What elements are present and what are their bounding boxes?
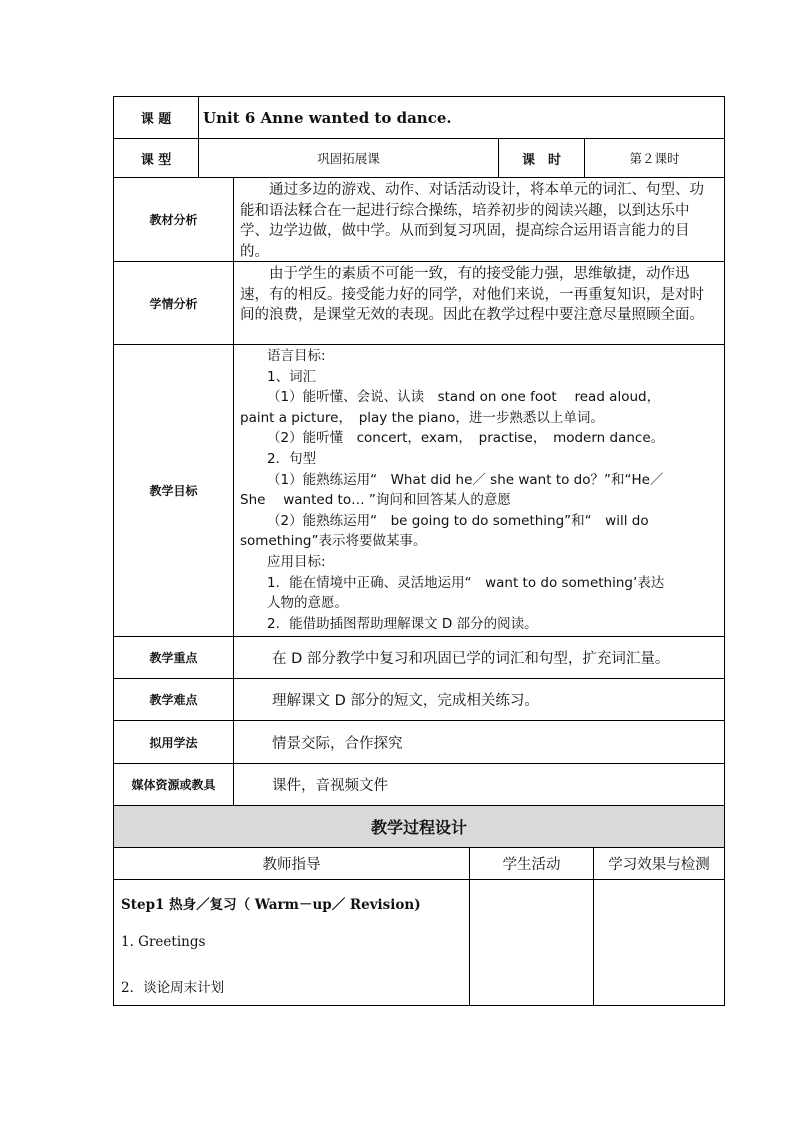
media-label: 媒体资源或教具 (131, 778, 216, 792)
goals-line: 应用目标: (267, 553, 326, 570)
material-paragraph: 通过多边的游戏、动作、对话活动设计，将本单元的词汇、句型、功能和语法糅合在一起进行综合操练，培养初步的阅读兴趣，以到达乐中学、边学边做，做中学。从而到复习巩固，提高综合运用语言能力的目的。 (240, 182, 704, 260)
goals-line: something”表示将要做某事。 (240, 533, 427, 550)
goals-line: 2．句型 (267, 450, 317, 467)
goals-line: 2．能借助插图帮助理解课文 D 部分的阅读。 (267, 615, 538, 632)
methods-text: 情景交际，合作探究 (272, 735, 403, 752)
topic-label: 课 题 (140, 112, 172, 127)
period-label: 课 时 (521, 152, 561, 168)
goals-line: 人物的意愿。 (267, 595, 348, 612)
material-label: 教材分析 (149, 213, 198, 227)
step-item: 1. Greetings (121, 934, 206, 950)
students-paragraph: 由于学生的素质不可能一致，有的接受能力强，思维敏捷，动作迅速，有的相反。接受能力好的同学，对他们来说，一再重复知识，是对时间的浪费，是课堂无效的表现。因此在教学过程中要注意尽量照顾全面。 (240, 266, 704, 323)
methods-label: 拟用学法 (149, 735, 198, 750)
goals-line: （2）能听懂 concert，exam， practise， modern dance。 (267, 430, 665, 447)
goals-line: 1．能在情境中正确、灵活地运用“ want to do something’表达 (267, 574, 665, 591)
type-label: 课 型 (140, 152, 172, 168)
col-student-activity: 学生活动 (502, 857, 561, 873)
step-item: 2．谈论周末计划 (121, 980, 225, 996)
students-label: 学情分析 (149, 296, 198, 311)
goals-line: paint a picture， play the piano，进一步熟悉以上单词。 (240, 409, 604, 426)
goals-line: （1）能听懂、会说、认读 stand on one foot read aloud， (267, 389, 661, 406)
goals-line: （1）能熟练运用“ What did he／ she want to do？”和“He／ (267, 471, 664, 488)
goals-line: She wanted to… ”询问和回答某人的意愿 (240, 492, 511, 509)
media-text: 课件，音视频文件 (272, 778, 388, 794)
goals-line: 语言目标: (267, 348, 326, 364)
material-text (234, 178, 724, 261)
difficulties-text: 理解课文 D 部分的短文，完成相关练习。 (272, 693, 539, 709)
col-teacher-guidance: 教师指导 (262, 857, 321, 873)
key-points-label: 教学重点 (149, 651, 198, 665)
topic-value: Unit 6 Anne wanted to dance. (203, 108, 452, 127)
goals-line: （2）能熟练运用“ be going to do something”和“ will do (267, 512, 649, 529)
students-text (234, 262, 724, 344)
col-learning-effect: 学习效果与检测 (608, 857, 710, 873)
process-title: 教学过程设计 (370, 818, 467, 837)
type-value: 巩固拓展课 (317, 151, 380, 166)
goals-label: 教学目标 (149, 484, 198, 498)
goals-line: 1、词汇 (267, 368, 317, 385)
goals-text (234, 345, 724, 636)
key-points-text: 在 D 部分教学中复习和巩固已学的词汇和句型，扩充词汇量。 (272, 651, 670, 667)
difficulties-label: 教学难点 (149, 693, 198, 707)
step-title: Step1 热身／复习（ Warm－up／ Revision) (121, 897, 421, 913)
period-value: 第２课时 (629, 151, 680, 166)
